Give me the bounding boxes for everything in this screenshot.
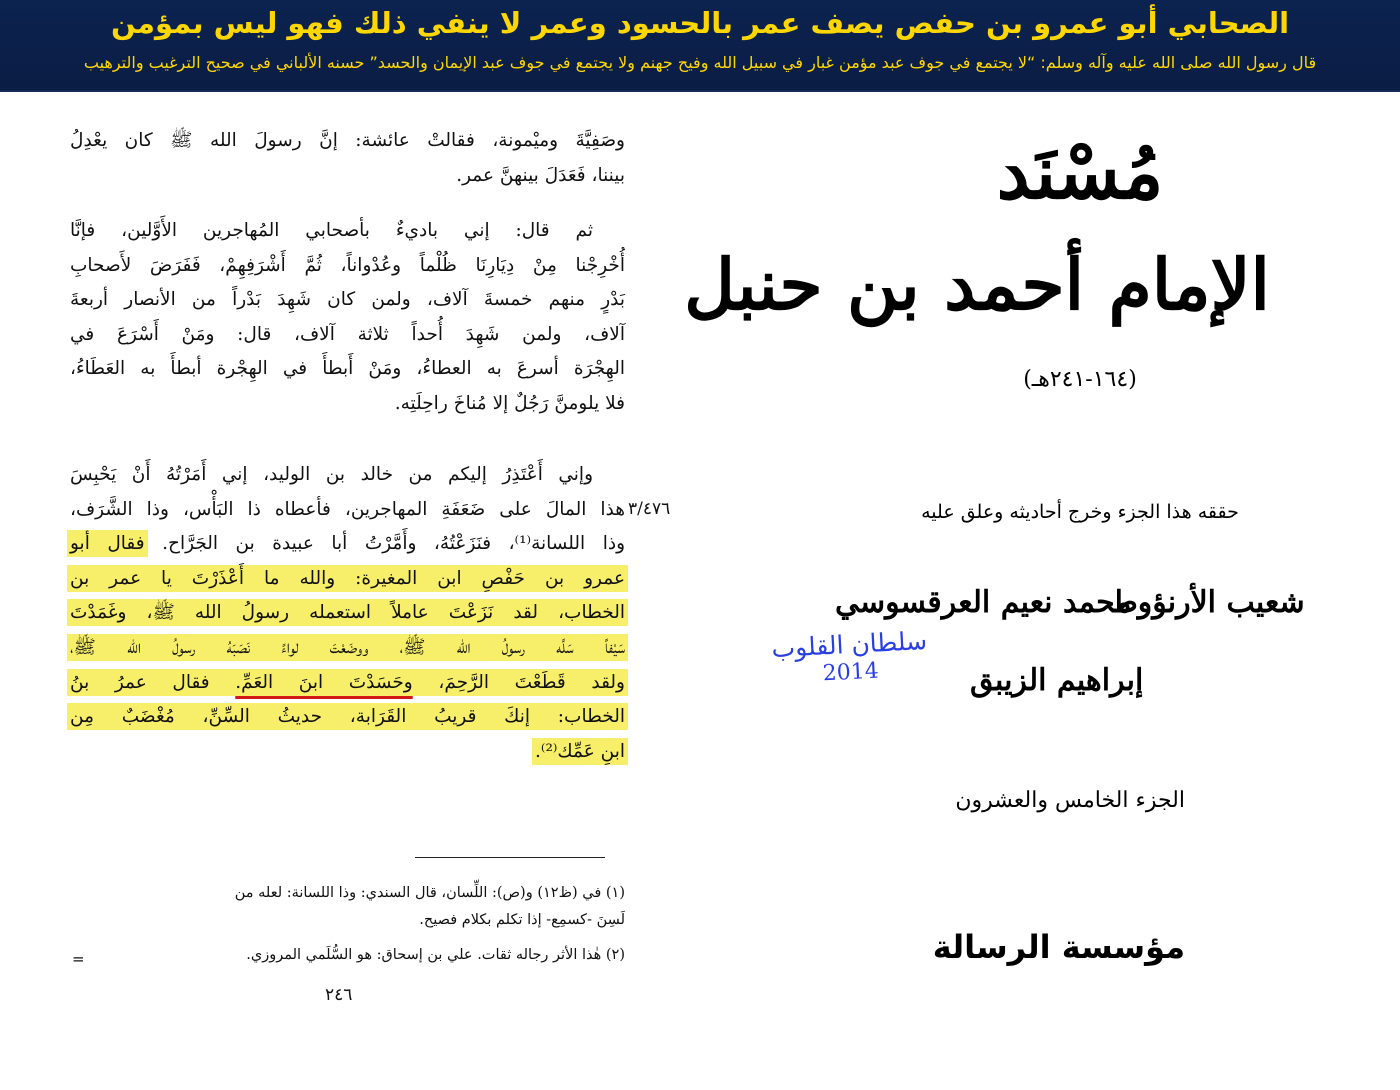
highlighted-line <box>70 666 625 701</box>
text-line: أُخْرِجْنا مِنْ دِيَارِنَا ظُلْماً وعُدْواناً، ثُمَّ أَشْرَفِهِمْ، فَفَرَضَ لأَصحابِ <box>70 254 625 276</box>
cover-years: (١٦٤-٢٤١هـ) <box>1023 367 1137 392</box>
text-line: بَدْرٍ منهم خمسةَ آلاف، ولمن كان شَهِدَ بَدْراً من الأنصار أربعةَ <box>70 289 625 311</box>
highlighted-line <box>70 596 625 631</box>
cover-author-2: محمد نعيم العرقسوسي <box>835 585 1132 620</box>
text-line: ثم قال: إني باديءٌ بأصحابي المُهاجرين الأَوَّلين، فإنَّا <box>70 220 593 241</box>
text-line: بيننا، فَعَدَلَ بينهنَّ عمر. <box>456 164 625 186</box>
text-line: وإني أَعْتَذِرُ إليكم من خالد بن الوليد، إني أَمَرْتُهُ أَنْ يَحْبِسَ <box>70 464 593 485</box>
page-number: ٢٤٦ <box>325 985 353 1005</box>
highlighted-text: الخطاب، لقد نَزَعْتَ عاملاً استعمله رسولُ الله ﷺ، وغَمَدْتَ <box>70 602 625 624</box>
stamp-year: 2014 <box>822 658 880 687</box>
footnote-1-cont: لَسِنَ -كسمِع- إذا تكلم بكلام فصيح. <box>419 912 625 928</box>
highlighted-text: ابنِ عَمِّك⁽²⁾. <box>535 740 625 762</box>
text-segment: وذا اللسانة⁽¹⁾، فنَزَعْتُهُ، وأَمَّرْتُ أبا عبيدة بن الجَرَّاح. <box>162 533 625 555</box>
footnote-1: (١) في (ظ١٢) و(ص): اللِّسان، قال السندي: وذا اللسانة: لعله من <box>234 885 625 901</box>
footnote-2: (٢) هٰذا الأثر رجاله ثقات. علي بن إسحاق: هو السُّلَمي المروزي. <box>246 947 625 963</box>
highlighted-line <box>70 735 625 770</box>
highlighted-text: ولقد قَطَعْتَ الرَّحِمَ، <box>438 671 625 693</box>
banner-subtitle: قال رسول الله صلى الله عليه وآله وسلم: “لا يجتمع في جوف عبد مؤمن غبار في سبيل الله وفيح جهنم ولا يجتمع في جوف عبد الإيمان والحسد” حسنه الألباني في صحيح الترغيب والترهيب <box>83 53 1317 72</box>
cover-author-3: إبراهيم الزيبق <box>970 663 1144 698</box>
highlighted-text: عمرو بن حَفْصِ ابن المغيرة: والله ما أَعْذَرْتَ يا عمر بن <box>70 567 625 589</box>
highlighted-line <box>70 562 625 597</box>
highlighted-text: فقال عمرُ بنُ <box>70 671 210 693</box>
paragraph-2 <box>70 214 625 422</box>
text-line: وصَفِيَّةَ وميْمونة، فقالتْ عائشة: إنَّ رسولَ الله ﷺ كان يعْدِلُ <box>70 130 625 151</box>
highlighted-text: سَيْفاً سَلَّه رسولُ الله ﷺ، ووضَعْتَ لواءً نَصَبَهُ رسولُ الله ﷺ، <box>70 636 625 658</box>
text-line: الهِجْرَة أسرعَ به العطاءُ، ومَنْ أَبطأَ في الهِجْرة أبطأَ به العَطَاءُ، <box>70 358 625 380</box>
cover-publisher: مؤسسة الرسالة <box>932 928 1185 966</box>
highlighted-line <box>70 700 625 735</box>
highlighted-text: فقال أبو <box>70 533 145 555</box>
signature-stamp <box>769 626 932 690</box>
footnote-divider <box>415 857 605 858</box>
cover-author-1: شعيب الأرنؤوط <box>1110 585 1305 620</box>
book-cover-page <box>660 95 1400 1090</box>
footnote-continuation-mark: = <box>72 950 85 968</box>
text-line: آلاف، ولمن شَهِدَ أُحداً ثلاثة آلاف، قال: ومَنْ أَسْرَعَ في <box>70 323 625 345</box>
cover-verified-by: حققه هذا الجزء وخرج أحاديثه وعلق عليه <box>921 501 1239 523</box>
cover-title-main: الإمام أحمد بن حنبل <box>684 243 1270 326</box>
paragraph-1 <box>70 124 625 193</box>
banner-title: الصحابي أبو عمرو بن حفص يصف عمر بالحسود وعمر لا ينفي ذلك فهو ليس بمؤمن <box>110 6 1290 40</box>
text-line: هذا المالَ على ضَعَفَةِ المهاجرين، فأعطاه ذا البَأْس، وذا الشَّرَف، <box>70 498 625 520</box>
cover-volume: الجزء الخامس والعشرون <box>955 788 1185 813</box>
left-book-page <box>40 110 625 1070</box>
margin-reference: ٣/٤٧٦ <box>628 499 671 519</box>
paragraph-3 <box>70 458 625 769</box>
underlined-phrase: وحَسَدْتَ ابنَ العَمِّ. <box>235 671 413 693</box>
highlighted-line <box>70 631 625 666</box>
stamp-name: سلطان القلوب <box>770 625 928 664</box>
header-banner <box>0 0 1400 92</box>
text-line-mixed <box>70 527 625 562</box>
cover-title-top: مُسْنَد <box>996 130 1164 216</box>
text-line: فلا يلومنَّ رَجُلٌ إلا مُناخَ راحِلَتِه. <box>394 392 625 414</box>
highlighted-text: الخطاب: إنكَ قريبُ القَرَابة، حديثُ السِّنِّ، مُغْضَبٌ مِن <box>70 706 625 728</box>
